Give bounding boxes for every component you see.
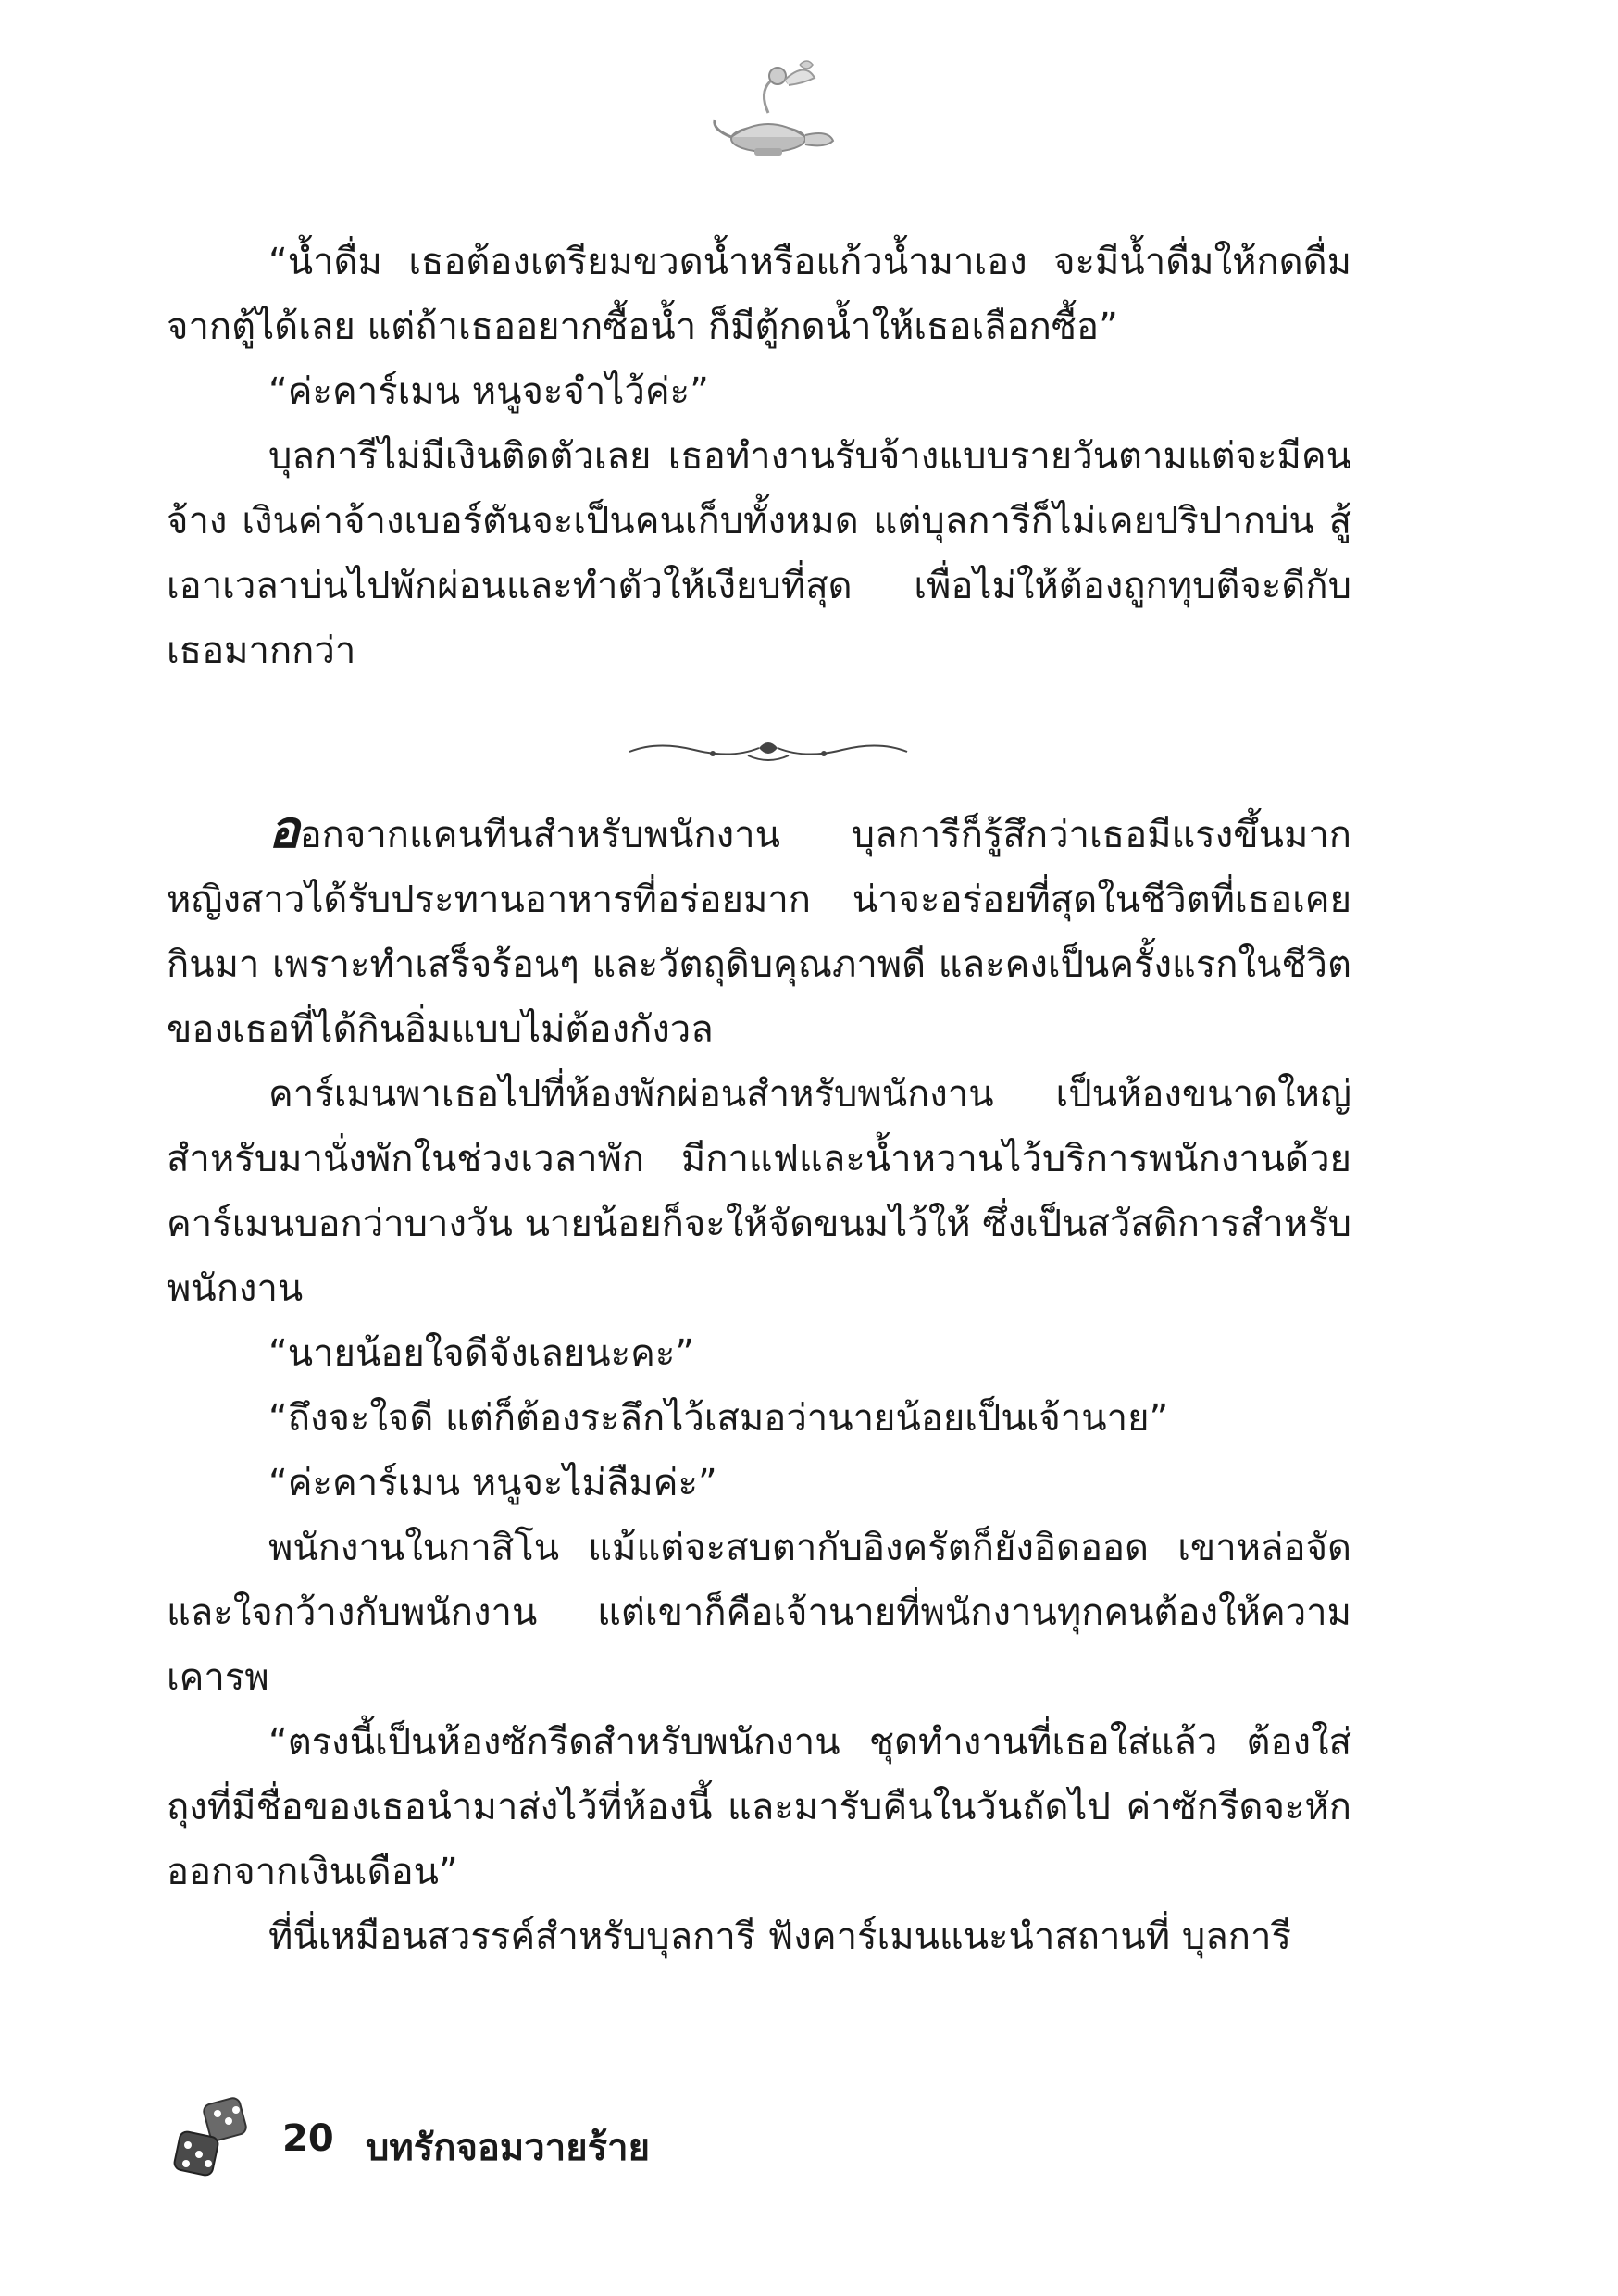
text-block-two [167, 798, 1351, 1969]
paragraph: คาร์เมนพาเธอไปที่ห้องพักผ่อนสำหรับพนักงาน เป็นห้องขนาดใหญ่สำหรับมานั่งพักในช่วงเวลาพัก มีกาแฟและน้ำหวานไว้บริการพนักงานด้วย คาร์เมนบอกว่าบางวัน นายน้อยก็จะให้จัดขนมไว้ให้ ซึ่งเป็นสวัสดิการสำหรับพนักงาน [167, 1073, 1351, 1310]
paragraph: “ค่ะคาร์เมน หนูจะจำไว้ค่ะ” [268, 370, 709, 413]
flourish-divider-icon [620, 731, 916, 768]
text-block-one [167, 230, 1351, 683]
paragraph: “ค่ะคาร์เมน หนูจะไม่ลืมค่ะ” [268, 1462, 717, 1504]
dice-icon [171, 2097, 264, 2180]
paragraph: “นายน้อยใจดีจังเลยนะคะ” [268, 1332, 695, 1375]
book-title: บทรักจอมวายร้าย [366, 2127, 651, 2169]
page-footer [171, 2097, 912, 2180]
drop-cap: อ [268, 800, 300, 860]
opening-paragraph [167, 798, 1351, 1062]
opening-paragraph-text: อกจากแคนทีนสำหรับพนักงาน บุลการีก็รู้สึกว่าเธอมีแรงขึ้นมาก หญิงสาวได้รับประทานอาหารที่อร่อยมาก น่าจะอร่อยที่สุดในชีวิตที่เธอเคยกินมา เพราะทำเสร็จร้อนๆ และวัตถุดิบคุณภาพดี และคงเป็นครั้งแรกในชีวิตของเธอที่ได้กินอิ่มแบบไม่ต้องกังวล [167, 814, 1351, 1051]
paragraph: “ถึงจะใจดี แต่ก็ต้องระลึกไว้เสมอว่านายน้อยเป็นเจ้านาย” [268, 1397, 1169, 1440]
paragraph: บุลการีไม่มีเงินติดตัวเลย เธอทำงานรับจ้างแบบรายวันตามแต่จะมีคนจ้าง เงินค่าจ้างเบอร์ตันจะเป็นคนเก็บทั้งหมด แต่บุลการีก็ไม่เคยปริปากบ่น สู้เอาเวลาบ่นไปพักผ่อนและทำตัวให้เงียบที่สุด เพื่อไม่ให้ต้องถูกทุบตีจะดีกับเธอมากกว่า [167, 435, 1351, 672]
paragraph: “น้ำดื่ม เธอต้องเตรียมขวดน้ำหรือแก้วน้ำมาเอง จะมีน้ำดื่มให้กดดื่มจากตู้ได้เลย แต่ถ้าเธออยากซื้อน้ำ ก็มีตู้กดน้ำให้เธอเลือกซื้อ” [167, 241, 1351, 348]
paragraph: “ตรงนี้เป็นห้องซักรีดสำหรับพนักงาน ชุดทำงานที่เธอใส่แล้ว ต้องใส่ถุงที่มีชื่อของเธอนำมาส่งไว้ที่ห้องนี้ และมารับคืนในวันถัดไป ค่าซักรีดจะหักออกจากเงินเดือน” [167, 1721, 1351, 1893]
paragraph: พนักงานในกาสิโน แม้แต่จะสบตากับอิงครัตก็ยังอิดออด เขาหล่อจัดและใจกว้างกับพนักงาน แต่เขาก็คือเจ้านายที่พนักงานทุกคนต้องให้ความเคารพ [167, 1527, 1351, 1699]
paragraph: ที่นี่เหมือนสวรรค์สำหรับบุลการี ฟังคาร์เมนแนะนำสถานที่ บุลการี [268, 1915, 1291, 1958]
genie-lamp-icon [703, 56, 842, 167]
page-number: 20 [282, 2117, 334, 2160]
